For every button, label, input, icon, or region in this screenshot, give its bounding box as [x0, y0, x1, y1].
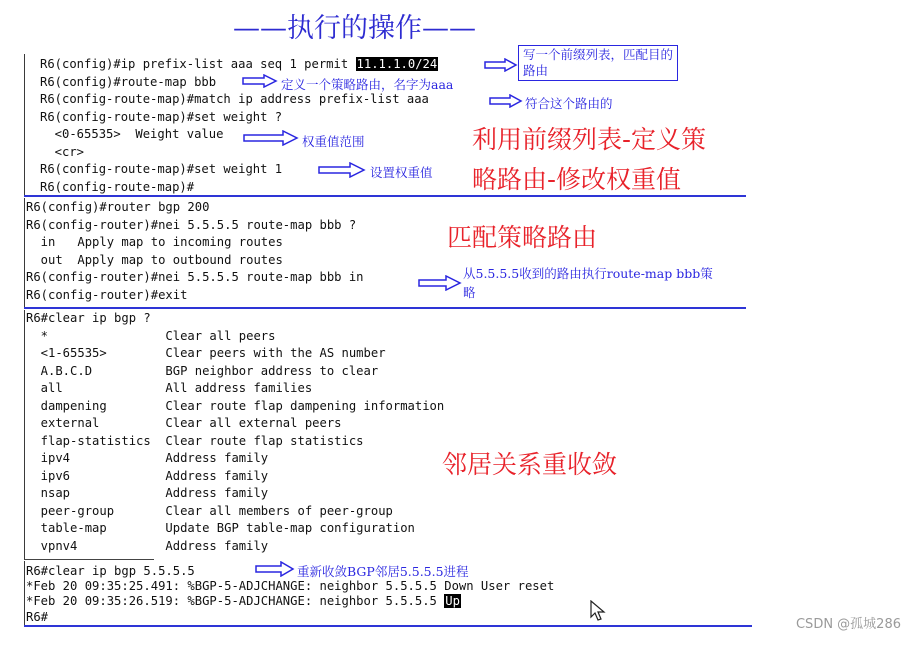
terminal-line: vpnv4 Address family — [26, 538, 269, 553]
terminal-line: R6#clear ip bgp 5.5.5.5 — [26, 564, 195, 578]
terminal-line: nsap Address family — [26, 486, 269, 500]
arrow-right-icon — [242, 74, 278, 88]
page-title: ——执行的操作—— — [233, 13, 476, 44]
annotation-set-weight: 设置权重值 — [370, 165, 433, 180]
terminal-line: R6(config)#route-map bbb — [40, 74, 217, 89]
terminal-line: flap-statistics Clear route flap statistics — [26, 433, 364, 448]
terminal-line: R6(config-route-map)# — [40, 179, 195, 194]
terminal-line: table-map Update BGP table-map configuration — [26, 521, 415, 535]
terminal-line: dampening Clear route flap dampening information — [26, 398, 445, 413]
terminal-line: <1-65535> Clear peers with the AS number — [26, 346, 386, 360]
highlighted-state: Up — [445, 594, 460, 608]
section-divider — [24, 625, 752, 627]
terminal-line: A.B.C.D BGP neighbor address to clear — [26, 363, 379, 378]
terminal-border — [24, 54, 25, 196]
annotation-reset: 重新收敛BGP邻居5.5.5.5进程 — [297, 564, 469, 579]
terminal-line: R6(config-route-map)#match ip address prefix-list aaa — [40, 92, 429, 106]
terminal-line: out Apply map to outbound routes — [26, 252, 283, 267]
terminal-border — [24, 310, 25, 560]
highlighted-prefix: 11.1.1.0/24 — [356, 57, 438, 71]
terminal-line: R6#clear ip bgp ? — [26, 311, 151, 325]
heading-prefix-route-policy: 利用前缀列表-定义策 — [472, 125, 707, 154]
heading-modify-weight: 略路由-修改权重值 — [472, 165, 682, 194]
terminal-line: <cr> — [40, 144, 85, 159]
terminal-line: peer-group Clear all members of peer-group — [26, 503, 393, 518]
heading-match-policy: 匹配策略路由 — [447, 223, 598, 252]
watermark: CSDN @孤城286 — [795, 617, 901, 632]
terminal-line: <0-65535> Weight value — [40, 127, 224, 141]
annotation-apply-from: 从5.5.5.5收到的路由执行route-map bbb策略 — [463, 266, 713, 300]
terminal-line: R6(config-route-map)#set weight 1 — [40, 162, 283, 176]
terminal-border — [24, 561, 25, 625]
section-divider — [24, 307, 746, 309]
terminal-line: R6(config)#ip prefix-list aaa seq 1 permit 11.1.1.0/24 — [40, 57, 438, 71]
terminal-line: *Feb 20 09:35:25.491: %BGP-5-ADJCHANGE: neighbor 5.5.5.5 Down User reset — [26, 579, 555, 593]
terminal-line: R6(config-route-map)#set weight ? — [40, 109, 283, 124]
arrow-right-icon — [484, 58, 518, 72]
arrow-right-icon — [243, 130, 299, 146]
annotation-weight-range: 权重值范围 — [302, 134, 365, 149]
terminal-line: R6# — [26, 610, 49, 624]
terminal-line: R6(config)#router bgp 200 — [26, 200, 210, 214]
terminal-line: R6(config-router)#nei 5.5.5.5 route-map bbb ? — [26, 217, 357, 232]
terminal-line: ipv4 Address family — [26, 451, 269, 465]
terminal-line: * Clear all peers — [26, 328, 276, 343]
mouse-pointer-icon — [590, 600, 606, 622]
terminal-line: *Feb 20 09:35:26.519: %BGP-5-ADJCHANGE: neighbor 5.5.5.5 Up — [26, 594, 460, 608]
terminal-line: ipv6 Address family — [26, 468, 269, 483]
annotation-route-map: 定义一个策略路由，名字为aaa — [281, 77, 454, 92]
terminal-line: external Clear all external peers — [26, 416, 342, 430]
section-divider — [24, 559, 154, 560]
terminal-line: all All address families — [26, 381, 313, 395]
terminal-line: R6(config-router)#nei 5.5.5.5 route-map bbb in — [26, 270, 364, 284]
arrow-right-icon — [418, 275, 462, 291]
annotation-prefix-list: 写一个前缀列表，匹配目的路由 — [518, 45, 678, 81]
arrow-right-icon — [255, 561, 295, 577]
arrow-right-icon — [318, 162, 366, 178]
terminal-line: in Apply map to incoming routes — [26, 235, 283, 249]
heading-neighbor-reconverge: 邻居关系重收敛 — [442, 450, 618, 479]
terminal-border — [24, 198, 25, 308]
arrow-right-icon — [489, 94, 523, 108]
terminal-line: R6(config-router)#exit — [26, 287, 188, 302]
annotation-match: 符合这个路由的 — [525, 96, 613, 111]
